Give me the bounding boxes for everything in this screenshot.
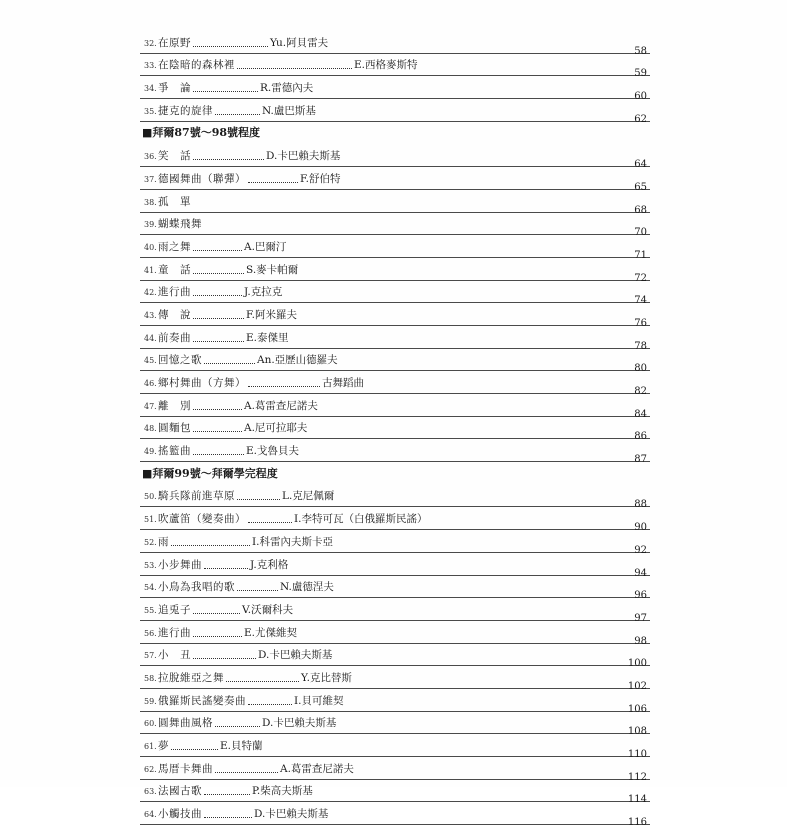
entry-title: 小觸技曲: [158, 808, 202, 821]
entry-number: 54.: [144, 583, 157, 593]
toc-entry[interactable]: [140, 780, 650, 806]
entry-number: 57.: [144, 651, 157, 661]
entry-page-number: 65: [634, 181, 647, 193]
entry-page-number: 94: [634, 567, 647, 579]
section-title: ■拜爾99號～拜爾學完程度: [142, 466, 278, 480]
toc-entry[interactable]: [140, 326, 650, 352]
toc-entry[interactable]: [140, 281, 650, 307]
entry-composer: N.盧巴斯基: [262, 104, 316, 117]
entry-composer: I.李特可瓦（白俄羅斯民謠）: [294, 513, 428, 526]
entry-title: 追兎子: [158, 603, 191, 616]
entry-title: 爭 論: [158, 82, 191, 95]
entry-title: 德國舞曲（聯彈）: [158, 172, 246, 185]
dot-leader: [193, 658, 256, 659]
toc-entry[interactable]: [140, 303, 650, 329]
toc-entry[interactable]: [140, 371, 650, 397]
entry-title: 鄉村舞曲（方舞）: [158, 377, 246, 389]
entry-page-number: 82: [634, 386, 647, 397]
toc-entry[interactable]: [140, 802, 650, 828]
entry-number: 37.: [144, 174, 157, 184]
dot-leader: [248, 704, 292, 705]
entry-title: 前奏曲: [158, 331, 191, 344]
toc-entry[interactable]: [140, 644, 650, 670]
toc-entry[interactable]: [140, 666, 650, 692]
entry-page-number: 110: [627, 749, 647, 760]
entry-number: 36.: [144, 152, 157, 162]
entry-page-number: 88: [634, 499, 647, 511]
entry-page-number: 78: [634, 340, 647, 352]
entry-composer: A.葛雷查尼諾夫: [280, 762, 354, 775]
entry-composer: Yu.阿貝雷夫: [270, 36, 329, 49]
dot-leader: [237, 590, 278, 591]
dot-leader: [193, 46, 268, 47]
entry-number: 60.: [144, 719, 157, 729]
entry-page-number: 60: [634, 91, 647, 103]
entry-number: 62.: [144, 764, 157, 774]
dot-leader: [248, 182, 298, 183]
entry-title: 小步舞曲: [158, 558, 202, 571]
section-heading: [140, 462, 650, 485]
entry-title: 法國古歌: [158, 785, 202, 798]
dot-leader: [215, 726, 260, 727]
dot-leader: [193, 341, 244, 342]
toc-entry[interactable]: [140, 235, 650, 261]
entry-title: 回憶之歌: [158, 354, 202, 367]
toc-entry[interactable]: [140, 213, 650, 239]
entry-page-number: 90: [634, 522, 647, 534]
toc-entry[interactable]: [140, 712, 650, 738]
entry-number: 32.: [144, 38, 157, 48]
toc-entry[interactable]: [140, 54, 650, 80]
toc-entry[interactable]: [140, 31, 650, 57]
entry-title: 小鳥為我唱的歌: [158, 581, 235, 594]
entry-page-number: 102: [627, 680, 647, 692]
entry-title: 進行曲: [158, 626, 191, 639]
dot-leader: [193, 409, 242, 410]
dot-leader: [226, 681, 299, 682]
toc-entry[interactable]: [140, 689, 650, 715]
dot-leader: [193, 431, 242, 432]
entry-number: 39.: [144, 220, 157, 230]
entry-page-number: 92: [634, 544, 647, 556]
entry-number: 61.: [144, 742, 157, 751]
toc-entry[interactable]: [140, 394, 650, 420]
entry-number: 55.: [144, 605, 157, 615]
entry-composer: J.克利格: [250, 558, 289, 571]
dot-leader: [248, 522, 292, 523]
entry-page-number: 108: [627, 726, 647, 738]
entry-number: 64.: [144, 810, 157, 820]
entry-composer: J.克拉克: [244, 286, 283, 299]
entry-title: 圓麵包: [158, 422, 191, 435]
entry-composer: E.西格麥斯特: [354, 59, 418, 72]
entry-number: 44.: [144, 333, 157, 343]
entry-title: 童 話: [158, 263, 191, 276]
toc-entry[interactable]: [140, 757, 650, 783]
dot-leader: [193, 454, 244, 455]
dot-leader: [171, 545, 250, 546]
entry-title: 在原野: [158, 36, 191, 49]
toc-entry[interactable]: [140, 734, 650, 760]
entry-number: 42.: [144, 288, 157, 298]
toc-entry[interactable]: [140, 258, 650, 284]
entry-page-number: 74: [634, 295, 647, 307]
dot-leader: [193, 250, 242, 251]
entry-number: 50.: [144, 492, 157, 502]
toc-entry[interactable]: [140, 144, 650, 171]
entry-number: 47.: [144, 401, 157, 411]
entry-page-number: 114: [627, 794, 647, 806]
entry-number: 45.: [144, 356, 157, 366]
toc-entry[interactable]: [140, 530, 650, 556]
dot-leader: [193, 91, 258, 92]
entry-composer: A.葛雷查尼諾夫: [244, 399, 318, 412]
entry-composer: D.卡巴賴夫斯基: [258, 649, 333, 662]
dot-leader: [248, 386, 320, 387]
entry-composer: I.科雷內夫斯卡亞: [252, 535, 333, 548]
table-of-contents: [140, 31, 650, 828]
entry-page-number: 112: [627, 771, 647, 783]
entry-page-number: 62: [634, 113, 647, 125]
entry-number: 49.: [144, 447, 157, 457]
section-heading: [140, 122, 650, 145]
entry-number: 53.: [144, 560, 157, 570]
entry-composer: E.尤傑維契: [244, 626, 298, 639]
entry-number: 41.: [144, 265, 157, 275]
toc-entry[interactable]: [140, 99, 650, 125]
entry-composer: A.尼可拉耶夫: [244, 422, 308, 435]
section-title: ■拜爾87號～98號程度: [142, 126, 261, 140]
entry-number: 38.: [144, 197, 157, 207]
dot-leader: [204, 817, 252, 818]
toc-entry[interactable]: [140, 621, 650, 647]
entry-page-number: 59: [634, 68, 647, 80]
dot-leader: [204, 363, 255, 364]
entry-title: 笑 話: [158, 150, 191, 163]
entry-number: 40.: [144, 242, 157, 252]
entry-composer: N.盧德涅夫: [280, 581, 334, 594]
entry-composer: A.巴爾汀: [244, 240, 287, 253]
entry-composer: I.貝可維契: [294, 694, 344, 707]
entry-page-number: 87: [634, 454, 647, 466]
entry-number: 34.: [144, 84, 157, 94]
entry-page-number: 71: [634, 249, 647, 261]
entry-composer: D.卡巴賴夫斯基: [266, 150, 341, 163]
entry-composer: F.阿米羅夫: [246, 308, 297, 321]
toc-entry[interactable]: [140, 553, 650, 579]
toc-entry[interactable]: [140, 417, 650, 443]
dot-leader: [193, 159, 264, 160]
toc-entry[interactable]: [140, 167, 650, 193]
entry-title: 俄羅斯民謠變奏曲: [158, 694, 246, 707]
entry-title: 傳 說: [158, 308, 191, 321]
dot-leader: [193, 318, 244, 319]
toc-entry[interactable]: [140, 485, 650, 511]
dot-leader: [193, 273, 244, 274]
entry-page-number: 58: [634, 45, 647, 57]
entry-title: 捷克的旋律: [158, 104, 213, 117]
entry-composer: D.卡巴賴夫斯基: [254, 808, 329, 821]
entry-title: 進行曲: [158, 286, 191, 299]
dot-leader: [193, 636, 242, 637]
dot-leader: [237, 68, 352, 69]
entry-page-number: 68: [634, 204, 647, 216]
entry-title: 孤 單: [158, 195, 191, 208]
entry-title: 蝴蝶飛舞: [158, 218, 202, 231]
entry-number: 63.: [144, 787, 157, 797]
entry-composer: P.柴高夫斯基: [252, 785, 313, 798]
entry-composer: F.舒伯特: [300, 172, 341, 185]
entry-composer: V.沃爾科夫: [242, 603, 294, 616]
toc-entry[interactable]: [140, 576, 650, 602]
toc-entry[interactable]: [140, 439, 650, 466]
entry-composer: 古舞蹈曲: [322, 377, 364, 389]
entry-page-number: 64: [634, 159, 647, 171]
entry-composer: E.泰傑里: [246, 331, 289, 344]
entry-title: 在陰暗的森林裡: [158, 59, 235, 72]
entry-composer: Y.克比替斯: [301, 671, 352, 684]
entry-page-number: 70: [634, 227, 647, 239]
entry-composer: E.戈魯貝夫: [246, 445, 300, 458]
entry-title: 夢: [158, 740, 169, 752]
toc-entry[interactable]: [140, 76, 650, 103]
entry-number: 56.: [144, 628, 157, 638]
entry-number: 43.: [144, 310, 157, 320]
entry-number: 59.: [144, 696, 157, 706]
entry-title: 吹蘆笛（變奏曲）: [158, 513, 246, 526]
toc-entry[interactable]: [140, 507, 650, 534]
dot-leader: [193, 613, 240, 614]
entry-composer: D.卡巴賴夫斯基: [262, 717, 337, 730]
dot-leader: [204, 794, 250, 795]
entry-page-number: 76: [634, 317, 647, 329]
entry-number: 35.: [144, 106, 157, 116]
entry-title: 拉脫維亞之舞: [158, 671, 224, 684]
entry-page-number: 98: [634, 635, 647, 647]
toc-entry[interactable]: [140, 349, 650, 375]
entry-title: 圓舞曲風格: [158, 717, 213, 730]
dot-leader: [204, 568, 248, 569]
entry-title: 雨: [158, 535, 169, 548]
entry-number: 52.: [144, 537, 157, 547]
entry-page-number: 97: [634, 612, 647, 624]
entry-number: 58.: [144, 673, 157, 683]
entry-title: 騎兵隊前進草原: [158, 490, 235, 503]
entry-title: 雨之舞: [158, 240, 191, 253]
toc-entry[interactable]: [140, 598, 650, 624]
entry-page-number: 84: [634, 408, 647, 420]
entry-number: 46.: [144, 379, 157, 388]
entry-composer: S.麥卡帕爾: [246, 263, 299, 276]
entry-page-number: 106: [627, 703, 647, 715]
dot-leader: [237, 499, 280, 500]
entry-page-number: 80: [634, 363, 647, 375]
toc-entry[interactable]: [140, 190, 650, 216]
entry-page-number: 116: [627, 817, 647, 828]
dot-leader: [193, 295, 242, 296]
entry-page-number: 86: [634, 431, 647, 443]
entry-page-number: 72: [634, 272, 647, 284]
entry-title: 馬厝卡舞曲: [158, 762, 213, 775]
entry-page-number: 100: [627, 658, 647, 670]
entry-composer: An.亞歷山德羅夫: [257, 354, 338, 367]
dot-leader: [215, 772, 278, 773]
entry-title: 離 別: [158, 399, 191, 412]
entry-composer: R.雷德內夫: [260, 82, 314, 95]
dot-leader: [215, 114, 260, 115]
entry-composer: E.貝特蘭: [220, 740, 263, 752]
entry-number: 33.: [144, 61, 157, 71]
entry-title: 小 丑: [158, 649, 191, 662]
entry-number: 51.: [144, 515, 157, 525]
entry-title: 搖籃曲: [158, 445, 191, 458]
dot-leader: [171, 749, 218, 750]
entry-page-number: 96: [634, 590, 647, 602]
entry-number: 48.: [144, 424, 157, 434]
entry-composer: L.克尼佩爾: [282, 490, 335, 503]
